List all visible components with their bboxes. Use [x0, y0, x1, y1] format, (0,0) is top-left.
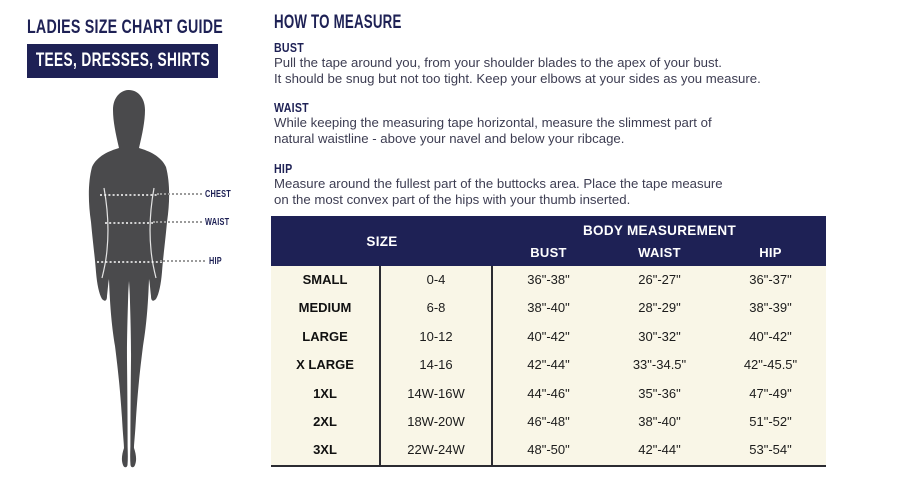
cell-bust: 42"-44" [527, 357, 570, 373]
hip-heading: HIP [274, 162, 293, 176]
cell-waist: 42"-44" [638, 442, 681, 458]
cell-hip: 47"-49" [749, 385, 792, 401]
cell-range: 22W-24W [381, 436, 493, 464]
cell-waist: 38"-40" [638, 413, 681, 429]
cell-range: 6-8 [381, 294, 493, 322]
bust-instructions-line2: It should be snug but not too tight. Keep your elbows at your sides as you measure. [274, 71, 761, 86]
table-row-large [271, 323, 826, 351]
figure-label-waist: WAIST [205, 216, 230, 228]
cell-hip: 51"-52" [749, 413, 792, 429]
table-header-size: SIZE [366, 233, 398, 249]
table-header [271, 216, 826, 266]
cell-waist: 35"-36" [638, 385, 681, 401]
hip-instructions [274, 176, 723, 208]
table-body [271, 266, 826, 467]
cell-range: 0-4 [381, 266, 493, 294]
how-to-measure-title: HOW TO MEASURE [274, 12, 402, 33]
cell-bust: 44"-46" [527, 385, 570, 401]
table-row-xlarge [271, 351, 826, 379]
page-title: LADIES SIZE CHART GUIDE [27, 17, 223, 38]
category-banner [27, 44, 218, 78]
cell-hip: 42"-45.5" [743, 357, 798, 373]
cell-bust: 38"-40" [527, 300, 570, 316]
cell-range: 14W-16W [381, 380, 493, 408]
table-header-bust: BUST [530, 245, 567, 260]
bust-instructions-line1: Pull the tape around you, from your shoulder blades to the apex of your bust. [274, 55, 722, 70]
cell-hip: 36"-37" [749, 272, 792, 287]
cell-size: 1XL [271, 380, 381, 408]
category-banner-label: TEES, DRESSES, SHIRTS [35, 50, 210, 71]
figure-label-hip: HIP [209, 255, 222, 267]
hip-leader-line [160, 260, 205, 262]
cell-waist: 30"-32" [638, 328, 681, 344]
table-row-small [271, 266, 826, 294]
waist-instructions-line1: While keeping the measuring tape horizontal, measure the slimmest part of [274, 115, 712, 130]
cell-size: X LARGE [271, 351, 381, 379]
cell-size: SMALL [271, 266, 381, 294]
waist-leader-line [153, 221, 202, 223]
cell-range: 18W-20W [381, 408, 493, 436]
table-row-1xl [271, 380, 826, 408]
cell-bust: 40"-42" [527, 328, 570, 344]
waist-instructions-line2: natural waistline - above your navel and below your ribcage. [274, 131, 625, 146]
cell-size: 3XL [271, 436, 381, 464]
bust-instructions [274, 55, 761, 87]
waist-instructions [274, 115, 712, 147]
cell-bust: 48"-50" [527, 442, 570, 458]
bust-heading: BUST [274, 41, 304, 55]
cell-waist: 26"-27" [638, 272, 681, 287]
cell-range: 14-16 [381, 351, 493, 379]
size-chart-table [271, 216, 826, 467]
cell-size: MEDIUM [271, 294, 381, 322]
table-header-body-measurement: BODY MEASUREMENT [582, 223, 737, 238]
hip-instructions-line2: on the most convex part of the hips with your thumb inserted. [274, 192, 631, 207]
table-header-waist: WAIST [638, 245, 681, 260]
cell-range: 10-12 [381, 323, 493, 351]
female-figure-silhouette [82, 88, 176, 472]
hip-instructions-line1: Measure around the fullest part of the buttocks area. Place the tape measure [274, 176, 723, 191]
table-header-hip: HIP [759, 245, 782, 260]
cell-hip: 40"-42" [749, 328, 792, 344]
table-row-medium [271, 294, 826, 322]
cell-hip: 38"-39" [749, 300, 792, 316]
cell-size: 2XL [271, 408, 381, 436]
cell-bust: 36"-38" [527, 272, 570, 287]
cell-size: LARGE [271, 323, 381, 351]
cell-waist: 28"-29" [638, 300, 681, 316]
chest-leader-line [157, 193, 202, 195]
cell-hip: 53"-54" [749, 442, 792, 458]
waist-heading: WAIST [274, 101, 309, 115]
figure-label-chest: CHEST [205, 188, 231, 200]
table-row-3xl [271, 436, 826, 464]
cell-waist: 33"-34.5" [632, 357, 687, 373]
table-row-2xl [271, 408, 826, 436]
cell-bust: 46"-48" [527, 413, 570, 429]
